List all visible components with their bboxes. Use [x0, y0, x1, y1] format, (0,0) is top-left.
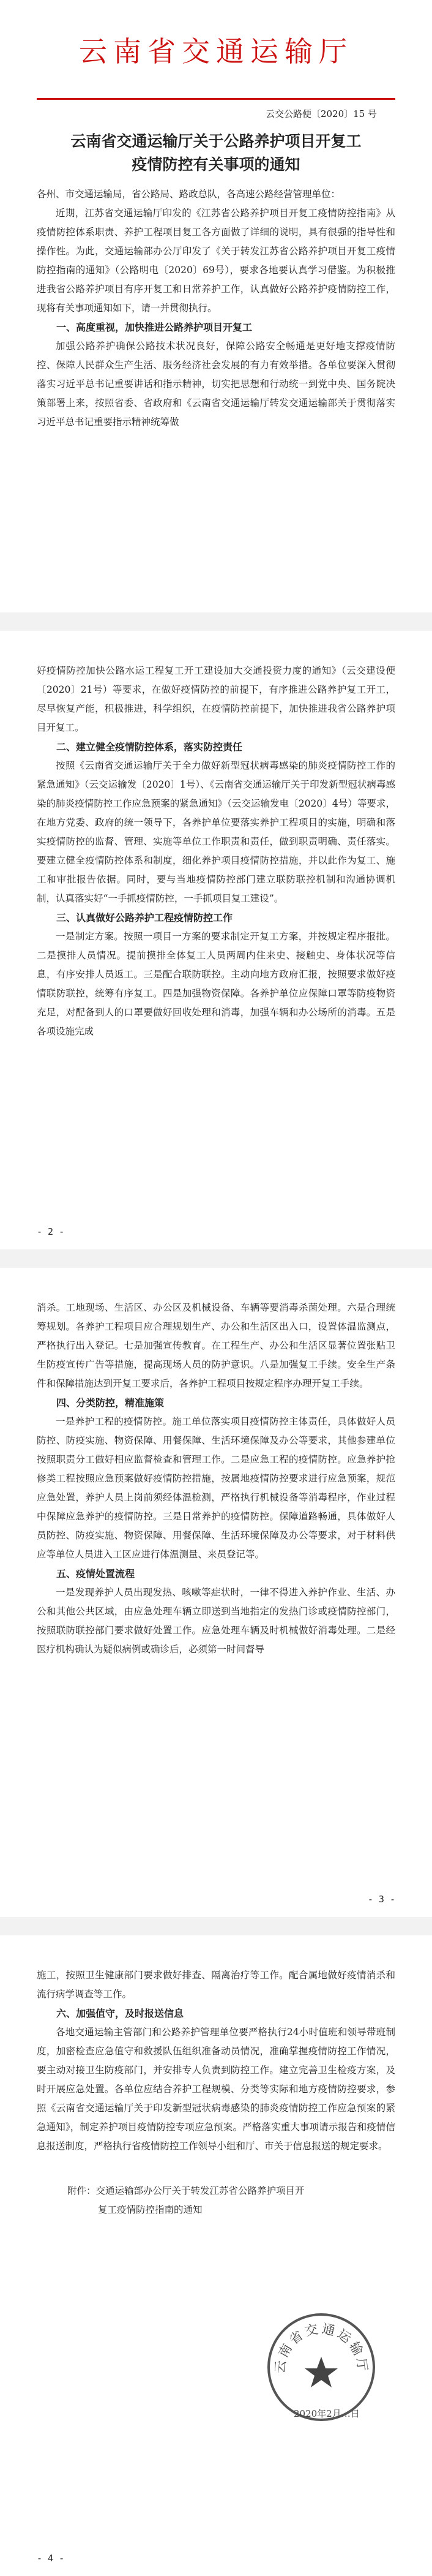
document-header-org: 云南省交通运输厅 [79, 35, 353, 68]
seal-text: 云南省交通运输厅 [272, 2321, 370, 2375]
page-4 [0, 1935, 432, 2576]
section-5-continued: 施工，按照卫生健康部门要求做好排查、隔离治疗等工作。配合属地做好疫情消杀和流行病学调查等工作。 [37, 1970, 395, 2000]
title-line-1: 云南省交通运输厅关于公路养护项目开复工 [70, 132, 362, 150]
document-title [37, 130, 395, 176]
section-1-continued: 好疫情防控加快公路水运工程复工开工建设加大交通投资力度的通知》（云交建设便〔2020〕21号）等要求，在做好疫情防控的前提下，有序推进公路养护复工开工，尽早恢复产能，积极推进，科学组织，在疫情防控前提下，加快推进我省公路养护项目开复工。 [37, 665, 395, 733]
section-heading-1: 一、高度重视，加快推进公路养护项目开复工 [56, 322, 253, 333]
page-number: - 2 - [37, 1226, 65, 1237]
attachment-label: 附件：交通运输部办公厅关于转发江苏省公路养护项目开 [67, 2185, 305, 2196]
section-5-paragraph: 一是发现养护人员出现发热、咳嗽等症状时，一律不得进入养护作业、生活、办公和其他公共区域，由应急处理车辆立即送到当地指定的发热门诊或疫情防控部门，按照联防联控部门要求做好处置工作。应急处理车辆及时机械做好消毒处理。二是经医疗机构确认为疑似病例或确诊后，必须第一时间督导 [37, 1587, 395, 1655]
attachment-block [37, 2182, 395, 2220]
section-2-paragraph: 按照《云南省交通运输厅关于全力做好新型冠状病毒感染的肺炎疫情防控工作的紧急通知》（云交运输发〔2020〕1号）、《云南省交通运输厅关于印发新型冠状病毒感染的肺炎疫情防控工作应急预案的紧急通知》（云交运输发电〔2020〕4号）等要求，在地方党委、政府的统一领导下，各养护单位要落实养护工程项目的实施，明确和落实疫情防控的监督、管理、实施等单位工作职责和责任，做到职责明确、责任落实。要建立健全疫情防控体系和制度，细化养护项目疫情防控措施，并以此作为复工、施工和审批报告依据。同时，要与当地疫情防控部门建立联防联控机制和沟通协调机制，认真落实好“一手抓疫情防控，一手抓项目复工建设”。 [37, 760, 395, 904]
attachment-label-line-2: 复工疫情防控指南的通知 [98, 2204, 203, 2215]
section-heading-3: 三、认真做好公路养护工程疫情防控工作 [56, 912, 233, 924]
section-heading-6: 六、加强值守，及时报送信息 [56, 2008, 184, 2019]
page-number: - 4 - [37, 2553, 65, 2564]
intro-paragraph: 近期，江苏省交通运输厅印发的《江苏省公路养护项目开复工疫情防控指南》从疫情防控体系职责、养护工程项目复工各方面做了详细的说明，具有很强的指导性和操作性。为此，交通运输部办公厅印发了《关于转发江苏省公路养护项目开复工疫情防控指南的通知》（公路明电〔2020〕69号），要求各地要认真学习借鉴。为积极推进我省公路养护项目有序开复工和日常养护工作，认真做好公路养护疫情防控工作，现将有关事项通知如下，请一并贯彻执行。 [37, 208, 395, 314]
section-heading-2: 二、建立健全疫情防控体系，落实防控责任 [56, 741, 243, 753]
red-divider [37, 98, 395, 100]
section-6-paragraph: 各地交通运输主管部门和公路养护管理单位要严格执行24小时值班和领导带班制度，加密检查应急值守和救援队伍组织准备动员情况，准确掌握疫情防控工作情况，要主动对接卫生防疫部门，并安排专人负责到防控工作。建立完善卫生检疫方案，及时开展应急处置。各单位应结合养护工程规模、分类等实际和地方疫情防控要求，参照《云南省交通运输厅关于印发新型冠状病毒感染的肺炎疫情防控工作应急预案的紧急通知》，制定养护项目疫情防控专项应急预案。严格落实重大事项请示报告和疫情信息报送制度，严格执行省疫情防控工作领导小组和厅、市关于信息报送的规定要求。 [37, 2027, 395, 2152]
section-3-continued: 消杀。工地现场、生活区、办公区及机械设备、车辆等要消毒杀菌处理。六是合理统筹规划。各养护工程项目应合理规划生产、办公和生活区出入口，设置体温监测点，严格执行出入登记。七是加强宣传教育。在工程生产、办公和生活区显著位置张贴卫生防疫宣传广告等措施，提高现场人员的防护意识。八是加强复工手续。安全生产条件和保障措施达到开复工要求后，各养护工程项目按规定程序办理开复工手续。 [37, 1302, 395, 1389]
page-1 [0, 0, 432, 612]
addressee: 各州、市交通运输局，省公路局、路政总队，各高速公路经营管理单位： [37, 189, 341, 200]
section-3-paragraph: 一是制定方案。按照一项目一方案的要求制定开复工方案，并按规定程序报批。二是摸排人员情况。提前摸排全体复工人员两周内住来史、接触史、身体状况等信息，有序安排人员返工。三是配合联防联控。主动向地方政府汇报，按照要求做好疫情联防联控，统筹有序复工。四是加强物资保障。各养护单位应保障口罩等防疫物资充足，对配备到人的口罩要做好回收处理和消毒，加强车辆和办公场所的消毒。五是各项设施完成 [37, 931, 395, 1037]
document-number: 云交公路便〔2020〕15 号 [265, 108, 377, 119]
seal-date: 2020年2月…日 [294, 2408, 360, 2419]
page-number: - 3 - [367, 1894, 395, 1905]
section-4-paragraph: 一是养护工程的疫情防控。施工单位落实项目疫情防控主体责任，具体做好人员防控、防疫实施、物资保障、用餐保障、生活环境保障及办公等要求，其他参建单位按照职责分工做好相应监督检查和管理工作。二是应急工程的疫情防控。应急养护抢修类工程按照应急预案做好疫情防控措施，按属地疫情防控要求进行应急预案，规范应急处置，养护人员上岗前须经体温检测，严格执行机械设备等消毒程序，作业过程中保障应急养护的疫情防控。三是日常养护的疫情防控。保障道路畅通，具体做好人员防控、防疫实施、物资保障、用餐保障、生活环境保障及办公等要求，对于材料供应等单位人员进入工区应进行体温测量、来员登记等。 [37, 1416, 395, 1560]
page-2 [0, 631, 432, 1249]
section-1-paragraph: 加强公路养护确保公路技术状况良好，保障公路安全畅通是更好地支撑疫情防控、保障人民群众生产生活、服务经济社会发展的有力有效举措。各单位要深入贯彻落实习近平总书记重要讲话和指示精神，切实把思想和行动统一到党中央、国务院决策部署上来，按照省委、省政府和《云南省交通运输厅转发交通运输部关于贯彻落实习近平总书记重要指示精神统筹做 [37, 341, 395, 427]
section-heading-5: 五、疫情处置流程 [56, 1568, 135, 1580]
page-3 [0, 1268, 432, 1917]
section-heading-4: 四、分类防控，精准施策 [56, 1397, 165, 1409]
title-line-2: 疫情防控有关事项的通知 [132, 156, 300, 173]
